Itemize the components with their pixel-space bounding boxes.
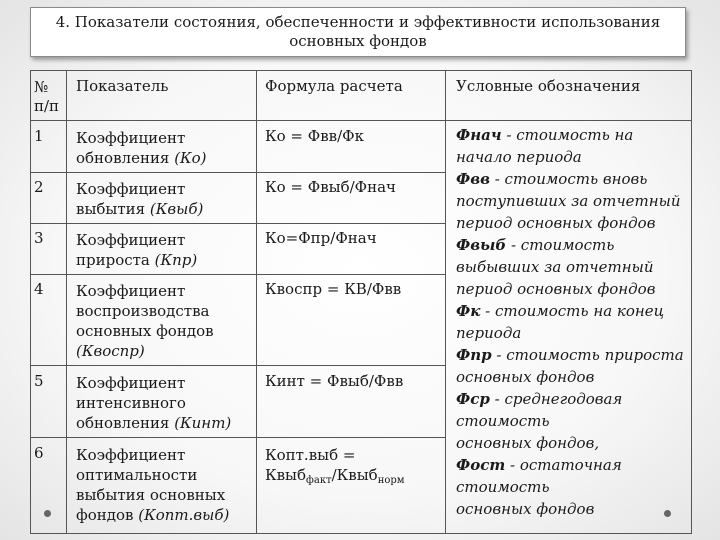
row-3-line-1: Коэффициент bbox=[76, 231, 186, 249]
row-3-abbr: (Кпр) bbox=[154, 251, 198, 269]
legend-symbol: Фпр bbox=[456, 346, 492, 364]
legend-continuation: период основных фондов bbox=[456, 214, 656, 232]
row-divider-4 bbox=[31, 365, 445, 366]
legend-entry-6 bbox=[456, 388, 692, 410]
row-2-indicator bbox=[76, 179, 203, 219]
legend-continuation: основных фондов bbox=[456, 500, 595, 518]
row-5-formula: Кинт = Фвыб/Фвв bbox=[265, 372, 404, 390]
header-divider bbox=[31, 120, 691, 121]
title-line-2: основных фондов bbox=[289, 32, 427, 50]
row-divider-2 bbox=[31, 223, 445, 224]
row-5-num: 5 bbox=[34, 372, 44, 390]
legend-continuation: основных фондов bbox=[456, 368, 595, 386]
corner-dot-left bbox=[44, 510, 51, 517]
row-6-formula-a: Копт.выб = bbox=[265, 446, 356, 464]
header-formula: Формула расчета bbox=[265, 77, 403, 95]
legend-symbol: Фост bbox=[456, 456, 506, 474]
legend-continuation: выбывших за отчетный bbox=[456, 258, 654, 276]
header-indicator: Показатель bbox=[76, 77, 169, 95]
row-5-line-1: Коэффициент bbox=[76, 374, 186, 392]
legend-block bbox=[456, 124, 692, 520]
row-3-formula: Ко=Фпр/Фнач bbox=[265, 229, 377, 247]
row-4-formula: Квоспр = КВ/Фвв bbox=[265, 280, 402, 298]
row-6-line-3: выбытия основных bbox=[76, 486, 226, 504]
row-6-formula-b1: Квыб bbox=[265, 466, 307, 484]
legend-continuation: стоимость bbox=[456, 478, 550, 496]
row-6-abbr: (Копт.выб) bbox=[138, 506, 230, 524]
row-1-line-1: Коэффициент bbox=[76, 129, 186, 147]
legend-text: - стоимость вновь bbox=[489, 170, 648, 188]
row-4-line-2: воспроизводства bbox=[76, 302, 210, 320]
row-1-num: 1 bbox=[34, 127, 44, 145]
row-4-line-3: основных фондов bbox=[76, 322, 214, 340]
row-1-abbr: (Ко) bbox=[174, 149, 207, 167]
col-divider-2 bbox=[256, 71, 257, 533]
legend-entry-2 bbox=[456, 168, 692, 190]
row-2-num: 2 bbox=[34, 178, 44, 196]
legend-symbol: Фвв bbox=[456, 170, 490, 188]
row-5-indicator bbox=[76, 373, 231, 433]
row-2-formula: Ко = Фвыб/Фнач bbox=[265, 178, 396, 196]
legend-entry-4 bbox=[456, 300, 692, 322]
legend-entry-7 bbox=[456, 454, 692, 476]
legend-entry-1 bbox=[456, 124, 692, 146]
row-divider-1 bbox=[31, 172, 445, 173]
row-4-indicator bbox=[76, 281, 214, 361]
legend-text: - остаточная bbox=[505, 456, 622, 474]
row-2-line-2: выбытия bbox=[76, 200, 146, 218]
row-6-line-2: оптимальности bbox=[76, 466, 198, 484]
legend-symbol: Фср bbox=[456, 390, 490, 408]
legend-symbol: Фвыб bbox=[456, 236, 507, 254]
row-3-line-2: прироста bbox=[76, 251, 150, 269]
row-6-line-4: фондов bbox=[76, 506, 134, 524]
row-4-num: 4 bbox=[34, 280, 44, 298]
legend-entry-5 bbox=[456, 344, 692, 366]
corner-dot-right bbox=[664, 510, 671, 517]
row-5-line-2: интенсивного bbox=[76, 394, 186, 412]
legend-text: - стоимость прироста bbox=[491, 346, 684, 364]
row-6-line-1: Коэффициент bbox=[76, 446, 186, 464]
row-1-formula: Ко = Фвв/Фк bbox=[265, 127, 364, 145]
slide-title bbox=[30, 7, 686, 57]
legend-continuation: периода bbox=[456, 324, 522, 342]
row-3-num: 3 bbox=[34, 229, 44, 247]
row-5-abbr: (Кинт) bbox=[174, 414, 232, 432]
legend-continuation: начало периода bbox=[456, 148, 582, 166]
header-num-b: п/п bbox=[34, 97, 60, 115]
row-divider-3 bbox=[31, 274, 445, 275]
row-1-line-2: обновления bbox=[76, 149, 170, 167]
row-6-formula-sub2: норм bbox=[377, 475, 405, 486]
legend-entry-3 bbox=[456, 234, 692, 256]
row-6-indicator bbox=[76, 445, 229, 525]
row-1-indicator bbox=[76, 128, 207, 168]
header-num bbox=[34, 78, 59, 116]
row-4-abbr: (Квоспр) bbox=[76, 342, 145, 360]
legend-symbol: Фк bbox=[456, 302, 481, 320]
title-line-1: 4. Показатели состояния, обеспеченности и эффективности использования bbox=[55, 13, 661, 31]
row-6-formula bbox=[265, 445, 405, 491]
row-2-line-1: Коэффициент bbox=[76, 180, 186, 198]
row-6-formula-sub1: факт bbox=[306, 475, 332, 486]
legend-text: - стоимость на bbox=[501, 126, 634, 144]
row-5-line-3: обновления bbox=[76, 414, 170, 432]
legend-continuation: поступивших за отчетный bbox=[456, 192, 681, 210]
row-4-line-1: Коэффициент bbox=[76, 282, 186, 300]
header-legend: Условные обозначения bbox=[456, 77, 641, 95]
row-6-formula-b2: /Квыб bbox=[331, 466, 378, 484]
legend-continuation: стоимость bbox=[456, 412, 550, 430]
row-2-abbr: (Квыб) bbox=[149, 200, 204, 218]
legend-text: - стоимость на конец bbox=[480, 302, 665, 320]
legend-text: - стоимость bbox=[506, 236, 615, 254]
legend-text: - среднегодовая bbox=[489, 390, 623, 408]
legend-continuation: период основных фондов bbox=[456, 280, 656, 298]
row-6-num: 6 bbox=[34, 444, 44, 462]
header-num-a: № bbox=[34, 78, 49, 96]
row-divider-5 bbox=[31, 437, 445, 438]
legend-symbol: Фнач bbox=[456, 126, 502, 144]
row-3-indicator bbox=[76, 230, 197, 270]
col-divider-1 bbox=[66, 71, 67, 533]
col-divider-3 bbox=[445, 71, 446, 533]
legend-continuation: основных фондов, bbox=[456, 434, 600, 452]
